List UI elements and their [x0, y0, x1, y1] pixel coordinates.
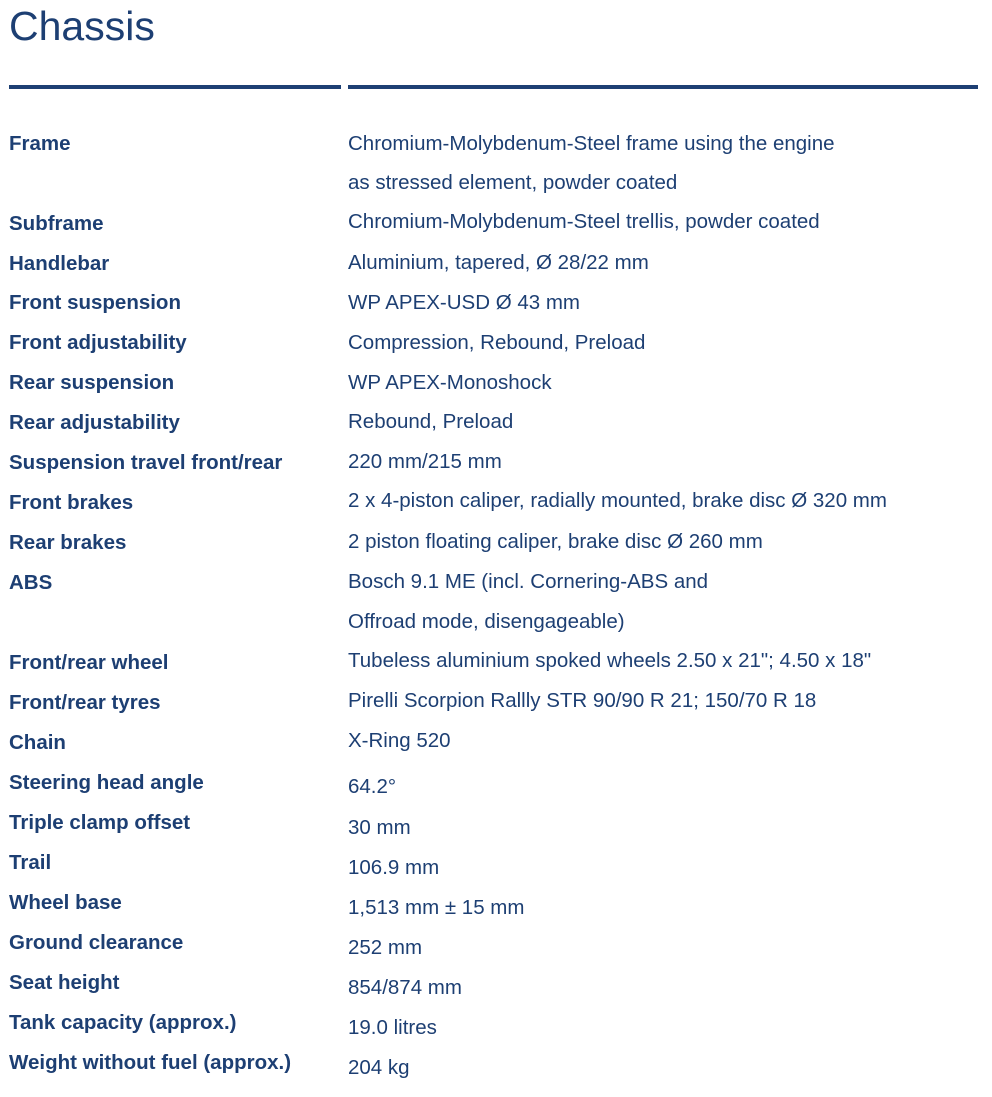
spec-label-tyres: Front/rear tyres: [9, 691, 161, 714]
spec-value-subframe: Chromium-Molybdenum-Steel trellis, powder coated: [348, 210, 820, 233]
spec-value-steering-head-angle: 64.2°: [348, 775, 397, 798]
spec-value-front-adjustability: Compression, Rebound, Preload: [348, 331, 646, 354]
spec-label-subframe: Subframe: [9, 212, 104, 235]
spec-value-wheel-base: 1,513 mm ± 15 mm: [348, 896, 525, 919]
spec-label-front-brakes: Front brakes: [9, 491, 134, 514]
spec-value-triple-clamp-offset: 30 mm: [348, 816, 411, 839]
spec-label-front-adjustability: Front adjustability: [9, 331, 187, 354]
spec-value-suspension-travel: 220 mm/215 mm: [348, 450, 502, 473]
spec-value-seat-height: 854/874 mm: [348, 976, 462, 999]
spec-value-chain: X-Ring 520: [348, 729, 451, 752]
spec-label-steering-head-angle: Steering head angle: [9, 771, 204, 794]
spec-value-rear-suspension: WP APEX-Monoshock: [348, 371, 552, 394]
spec-label-tank-capacity: Tank capacity (approx.): [9, 1011, 237, 1034]
spec-value-wheel: Tubeless aluminium spoked wheels 2.50 x 21"; 4.50 x 18": [348, 649, 872, 672]
spec-value-rear-brakes: 2 piston floating caliper, brake disc Ø 260 mm: [348, 530, 763, 553]
spec-label-chain: Chain: [9, 731, 66, 754]
spec-label-wheel-base: Wheel base: [9, 891, 122, 914]
spec-label-front-suspension: Front suspension: [9, 291, 181, 314]
spec-value-trail: 106.9 mm: [348, 856, 440, 879]
spec-label-seat-height: Seat height: [9, 971, 120, 994]
spec-label-rear-brakes: Rear brakes: [9, 531, 127, 554]
spec-label-ground-clearance: Ground clearance: [9, 931, 184, 954]
spec-label-triple-clamp-offset: Triple clamp offset: [9, 811, 191, 834]
spec-label-trail: Trail: [9, 851, 52, 874]
spec-value-tank-capacity: 19.0 litres: [348, 1016, 437, 1039]
spec-value-front-suspension: WP APEX-USD Ø 43 mm: [348, 291, 581, 314]
spec-value-handlebar: Aluminium, tapered, Ø 28/22 mm: [348, 251, 649, 274]
spec-value-tyres: Pirelli Scorpion Rallly STR 90/90 R 21; 150/70 R 18: [348, 689, 817, 712]
spec-value-weight: 204 kg: [348, 1056, 410, 1079]
spec-label-weight: Weight without fuel (approx.): [9, 1051, 292, 1074]
spec-value-abs-line2: Offroad mode, disengageable): [348, 610, 625, 633]
spec-label-rear-adjustability: Rear adjustability: [9, 411, 180, 434]
spec-value-frame: Chromium-Molybdenum-Steel frame using the engine: [348, 132, 835, 155]
spec-value-ground-clearance: 252 mm: [348, 936, 423, 959]
spec-label-suspension-travel: Suspension travel front/rear: [9, 451, 283, 474]
spec-label-abs: ABS: [9, 571, 53, 594]
spec-label-rear-suspension: Rear suspension: [9, 371, 175, 394]
spec-value-abs: Bosch 9.1 ME (incl. Cornering-ABS and: [348, 570, 709, 593]
spec-value-rear-adjustability: Rebound, Preload: [348, 410, 514, 433]
spec-value-frame-line2: as stressed element, powder coated: [348, 171, 678, 194]
section-title: Chassis: [9, 3, 155, 49]
spec-label-wheel: Front/rear wheel: [9, 651, 169, 674]
spec-label-handlebar: Handlebar: [9, 252, 110, 275]
spec-value-front-brakes: 2 x 4-piston caliper, radially mounted, brake disc Ø 320 mm: [348, 489, 887, 512]
spec-label-frame: Frame: [9, 132, 71, 155]
